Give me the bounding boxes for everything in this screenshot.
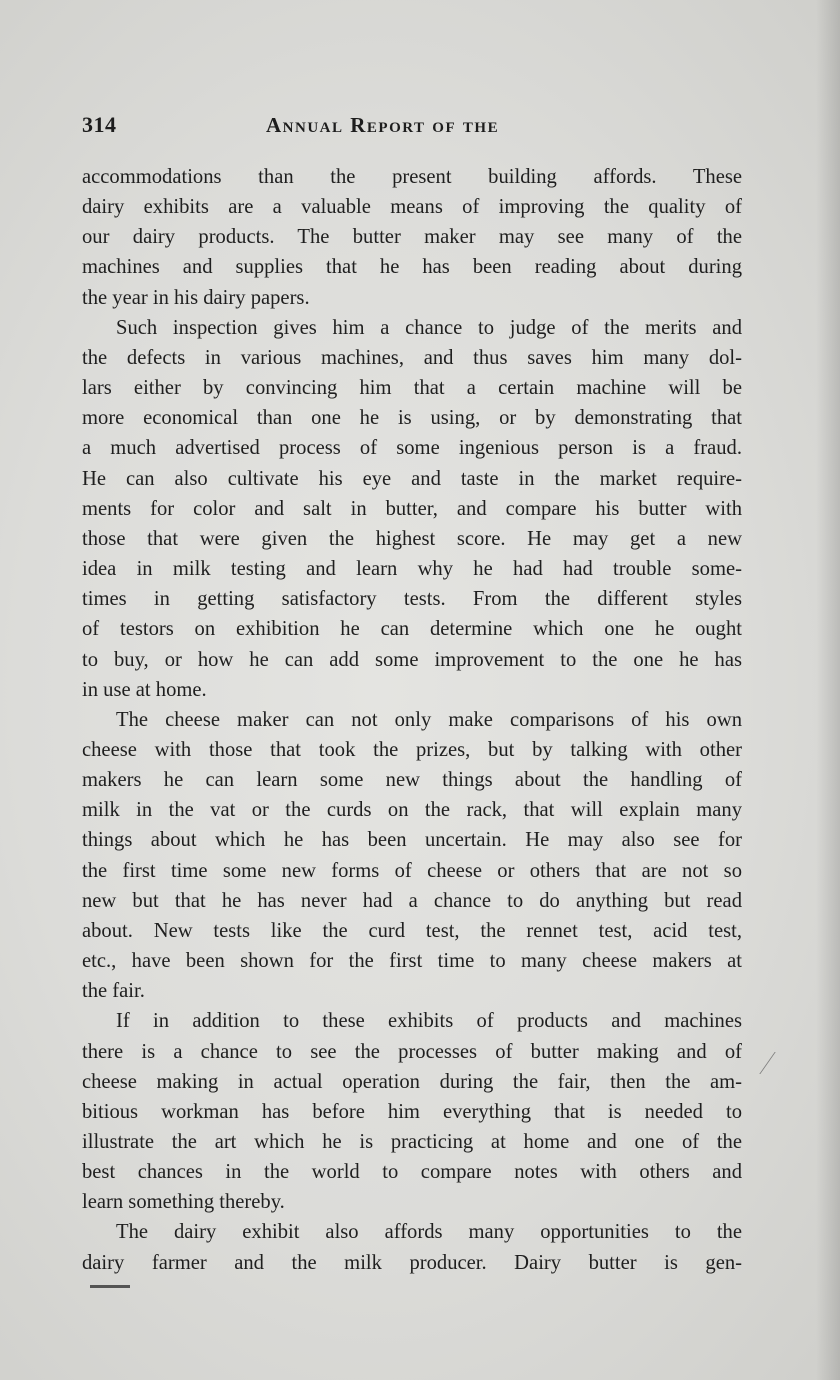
text-line: The dairy exhibit also affords many opportunities to the [116, 1221, 742, 1244]
text-line: learn something thereby. [82, 1191, 285, 1214]
page-number: 314 [82, 112, 117, 137]
text-line: best chances in the world to compare notes with others and [82, 1161, 742, 1184]
text-line: dairy farmer and the milk producer. Dairy butter is gen- [82, 1251, 742, 1274]
text-line: accommodations than the present building affords. These [82, 166, 742, 188]
text-line: our dairy products. The butter maker may see many of the [82, 226, 742, 249]
text-line: the fair. [82, 980, 145, 1003]
text-line: times in getting satisfactory tests. From the different styles [82, 588, 742, 611]
text-line: cheese making in actual operation during the fair, then the am- [82, 1070, 742, 1093]
page-edge-shadow [816, 0, 840, 1380]
text-line: bitious workman has before him everything that is needed to [82, 1100, 742, 1123]
text-line: in use at home. [82, 678, 207, 701]
text-line: about. New tests like the curd test, the rennet test, acid test, [82, 919, 742, 942]
text-line: ments for color and salt in butter, and compare his butter with [82, 497, 742, 520]
text-line: machines and supplies that he has been reading about during [82, 256, 742, 279]
text-line: of testors on exhibition he can determine which one he ought [82, 618, 742, 641]
margin-pencil-mark [749, 1052, 775, 1074]
text-line: things about which he has been uncertain. He may also see for [82, 829, 742, 852]
text-line: the first time some new forms of cheese or others that are not so [82, 859, 742, 882]
text-line: a much advertised process of some ingenious person is a fraud. [82, 437, 742, 460]
text-line: new but that he has never had a chance to do anything but read [82, 889, 742, 912]
paragraph [82, 705, 742, 1007]
text-line: idea in milk testing and learn why he had had trouble some- [82, 558, 742, 581]
text-line: those that were given the highest score. He may get a new [82, 527, 742, 550]
paragraph [82, 1217, 742, 1277]
text-line: there is a chance to see the processes of butter making and of [82, 1040, 742, 1063]
page-header [82, 112, 742, 148]
text-line: milk in the vat or the curds on the rack, that will explain many [82, 799, 742, 822]
text-line: illustrate the art which he is practicing at home and one of the [82, 1131, 742, 1153]
text-line: etc., have been shown for the first time to many cheese makers at [82, 950, 742, 973]
text-line: lars either by convincing him that a certain machine will be [82, 377, 742, 400]
text-line: cheese with those that took the prizes, but by talking with other [82, 738, 742, 761]
text-line: If in addition to these exhibits of products and machines [116, 1010, 742, 1033]
paragraph [82, 162, 742, 313]
body-text [82, 162, 742, 1278]
paragraph [82, 313, 742, 705]
paragraph [82, 1006, 742, 1217]
text-line: makers he can learn some new things about the handling of [82, 769, 742, 792]
text-line: the year in his dairy papers. [82, 286, 310, 309]
text-line: Such inspection gives him a chance to judge of the merits and [116, 316, 742, 339]
text-line: more economical than one he is using, or by demonstrating that [82, 407, 742, 430]
text-line: to buy, or how he can add some improvement to the one he has [82, 648, 742, 671]
ink-smudge [90, 1285, 130, 1288]
text-line: He can also cultivate his eye and taste in the market require- [82, 467, 742, 490]
running-head: Annual Report of the [266, 113, 500, 137]
text-line: the defects in various machines, and thus saves him many dol- [82, 346, 742, 369]
text-line: The cheese maker can not only make comparisons of his own [116, 708, 742, 731]
text-line: dairy exhibits are a valuable means of improving the quality of [82, 196, 742, 219]
